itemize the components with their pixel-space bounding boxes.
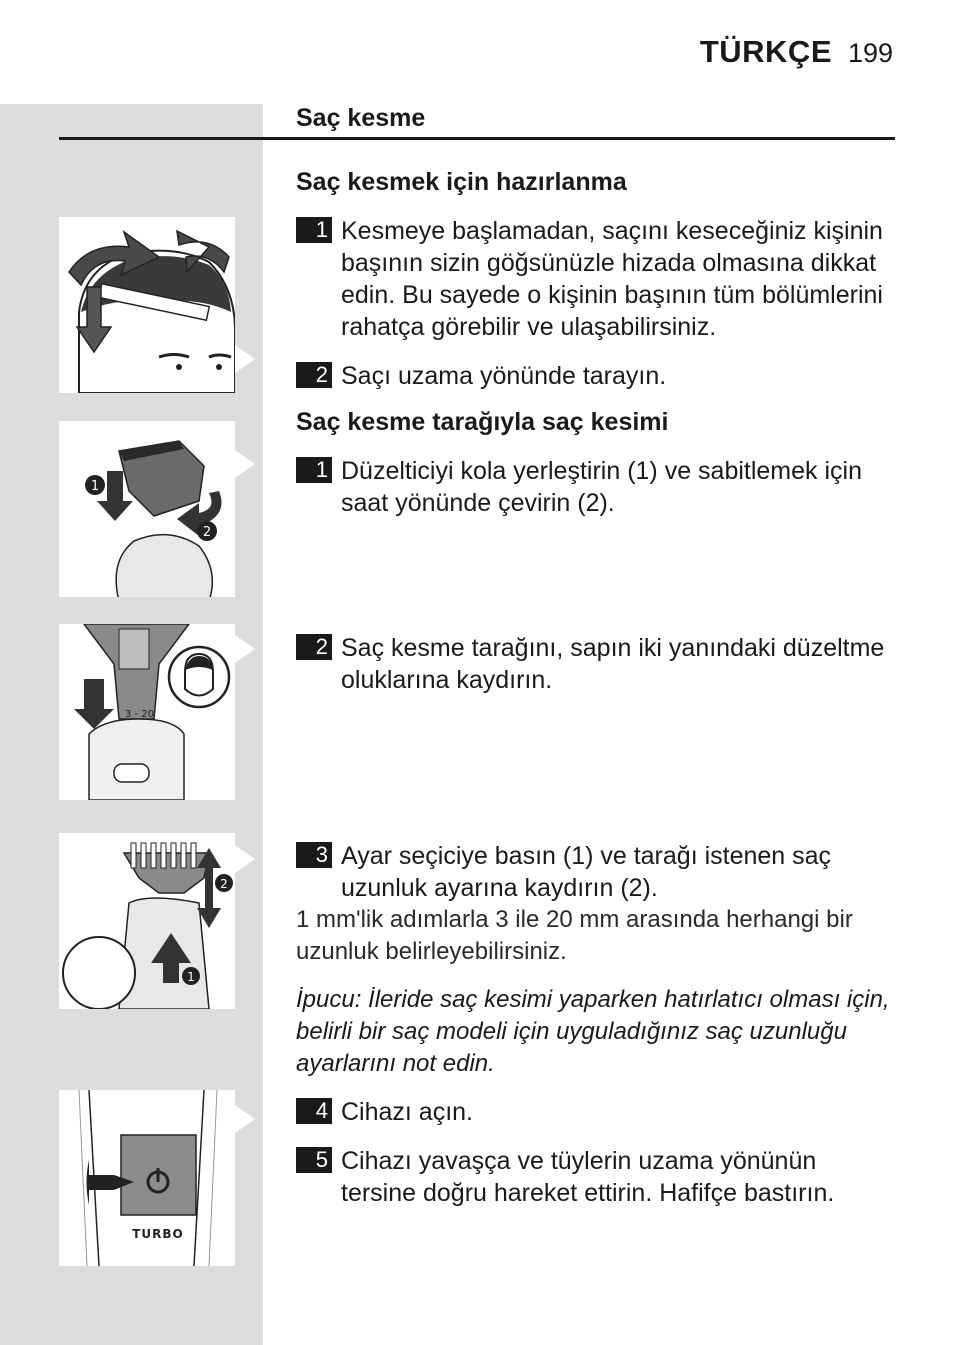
illustration-pointer xyxy=(235,345,255,373)
selector-callout-2: 2 xyxy=(220,877,228,891)
section-title: Saç kesme xyxy=(296,104,426,132)
comb-range-label: 3 - 20 xyxy=(125,709,155,720)
callout-2: 2 xyxy=(202,525,212,540)
illustration-combing-head xyxy=(59,217,235,393)
step-number-badge: 4 xyxy=(296,1098,332,1124)
turbo-label: TURBO xyxy=(132,1227,184,1241)
illustration-slide-comb xyxy=(59,624,235,800)
page-number: 199 xyxy=(847,38,893,68)
subsection-title-comb-cutting: Saç kesme tarağıyla saç kesimi xyxy=(296,408,669,436)
step-number-badge: 1 xyxy=(296,217,332,243)
subsection-title-preparation: Saç kesmek için hazırlanma xyxy=(296,168,627,196)
illustration-pointer xyxy=(235,635,255,663)
callout-1: 1 xyxy=(90,479,100,494)
step-number-badge: 5 xyxy=(296,1147,332,1173)
comb-step-5 xyxy=(296,1145,896,1209)
step-text: Ayar seçiciye basın (1) ve tarağı istenen saç uzunluk ayarına kaydırın (2). xyxy=(341,842,832,902)
prep-step-2 xyxy=(296,360,896,392)
step-text: Cihazı açın. xyxy=(341,1098,474,1126)
illustration-pointer xyxy=(235,1105,255,1133)
comb-step-4 xyxy=(296,1096,896,1128)
illustration-pointer xyxy=(235,450,255,478)
step-number-badge: 1 xyxy=(296,457,332,483)
step-text: Saçı uzama yönünde tarayın. xyxy=(341,362,667,390)
step-number-badge: 2 xyxy=(296,362,332,388)
language-header: TÜRKÇE xyxy=(699,34,832,69)
illustration-length-selector xyxy=(59,833,235,1009)
step-text: Cihazı yavaşça ve tüylerin uzama yönünün tersine doğru hareket ettirin. Hafifçe bastırın. xyxy=(341,1147,835,1207)
step-text: Kesmeye başlamadan, saçını keseceğiniz kişinin başının sizin göğsünüzle hizada olmasına dikkat edin. Bu sayede o kişinin başının tüm bölümlerini rahatça görebilir ve ulaşabilirsiniz. xyxy=(341,217,883,341)
comb-step-3 xyxy=(296,840,896,904)
step-number-badge: 2 xyxy=(296,634,332,660)
illustration-attach-trimmer xyxy=(59,421,235,597)
section-divider xyxy=(59,137,895,140)
step-text: Düzelticiyi kola yerleştirin (1) ve sabitlemek için saat yönünde çevirin (2). xyxy=(341,457,862,517)
comb-step-2 xyxy=(296,632,896,696)
length-note: 1 mm'lik adımlarla 3 ile 20 mm arasında herhangi bir uzunluk belirleyebilirsiniz. xyxy=(296,906,853,965)
step-text: Saç kesme tarağını, sapın iki yanındaki düzeltme oluklarına kaydırın. xyxy=(341,634,885,694)
comb-step-1 xyxy=(296,455,896,519)
selector-callout-1: 1 xyxy=(187,970,195,984)
step-number-badge: 3 xyxy=(296,842,332,868)
illustration-power-on xyxy=(59,1090,235,1266)
prep-step-1 xyxy=(296,215,896,343)
tip-text: İpucu: İleride saç kesimi yaparken hatırlatıcı olması için, belirli bir saç modeli için uyguladığınız saç uzunluğu ayarlarını not edin. xyxy=(296,986,890,1077)
illustration-pointer xyxy=(235,845,255,873)
